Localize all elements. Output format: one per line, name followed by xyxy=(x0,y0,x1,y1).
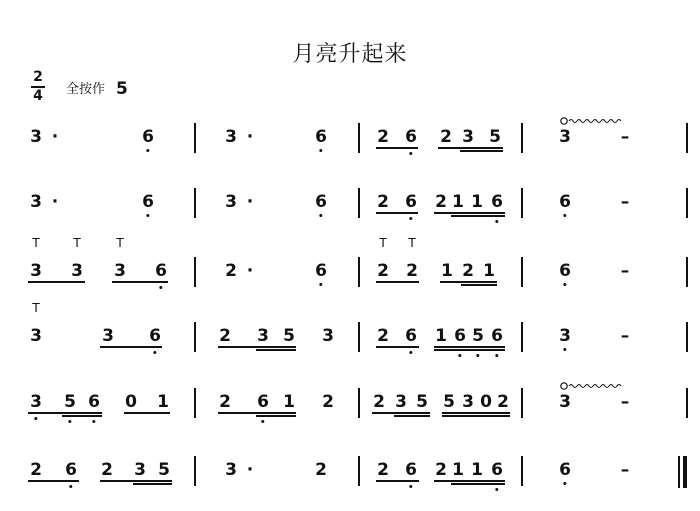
beam-underline xyxy=(442,415,510,417)
beam-underline xyxy=(434,346,505,348)
note: 2 xyxy=(435,460,447,480)
note: 3 xyxy=(559,392,571,412)
note: 5 xyxy=(283,326,295,346)
flute-key-note: 5 xyxy=(116,79,128,99)
low-octave-dot xyxy=(409,152,412,155)
barline xyxy=(358,188,360,218)
low-octave-dot xyxy=(92,420,95,423)
note: 3 xyxy=(30,326,42,346)
time-signature-bottom: 4 xyxy=(33,87,43,104)
low-octave-dot xyxy=(495,220,498,223)
barline xyxy=(194,456,196,486)
sustain-dash: – xyxy=(620,127,630,147)
low-octave-dot xyxy=(458,354,461,357)
note: 1 xyxy=(452,460,464,480)
note: 6 xyxy=(88,392,100,412)
barline-end xyxy=(686,123,688,153)
sustain-dash: – xyxy=(620,261,630,281)
beam-underline xyxy=(28,412,102,414)
barline xyxy=(521,188,523,218)
barline xyxy=(521,388,523,418)
sustain-dash: – xyxy=(620,192,630,212)
beam-underline xyxy=(218,412,296,414)
barline xyxy=(358,322,360,352)
note: 6 xyxy=(559,460,571,480)
note: 6 xyxy=(559,261,571,281)
note: 2 xyxy=(377,460,389,480)
barline xyxy=(194,257,196,287)
note: 3 xyxy=(559,326,571,346)
barline xyxy=(358,388,360,418)
augmentation-dot: · xyxy=(246,261,254,281)
note: 6 xyxy=(257,392,269,412)
beam-underline xyxy=(28,281,85,283)
note: 2 xyxy=(225,261,237,281)
note: 2 xyxy=(101,460,113,480)
low-octave-dot xyxy=(34,417,37,420)
tonguing-mark: T xyxy=(32,301,40,315)
barline xyxy=(358,123,360,153)
note: 6 xyxy=(315,261,327,281)
note: 5 xyxy=(489,127,501,147)
beam-underline xyxy=(256,349,296,351)
note: 6 xyxy=(454,326,466,346)
trill-mark xyxy=(560,378,626,388)
beam-underline xyxy=(28,480,79,482)
note: 3 xyxy=(30,261,42,281)
note: 2 xyxy=(440,127,452,147)
note: 3 xyxy=(559,127,571,147)
time-signature xyxy=(28,70,48,104)
flute-key-label: 全按作 xyxy=(66,82,106,97)
note: 1 xyxy=(452,192,464,212)
tonguing-mark: T xyxy=(73,236,81,250)
note: 6 xyxy=(315,127,327,147)
note: 5 xyxy=(472,326,484,346)
note: 3 xyxy=(322,326,334,346)
tonguing-mark: T xyxy=(379,236,387,250)
note: 3 xyxy=(30,192,42,212)
low-octave-dot xyxy=(159,286,162,289)
beam-underline xyxy=(442,412,510,414)
note: 5 xyxy=(158,460,170,480)
note: 3 xyxy=(30,127,42,147)
note: 3 xyxy=(71,261,83,281)
beam-underline xyxy=(100,346,162,348)
beam-underline xyxy=(133,483,172,485)
barline xyxy=(358,456,360,486)
note: 3 xyxy=(225,460,237,480)
barline-end xyxy=(686,322,688,352)
note: 0 xyxy=(125,392,137,412)
augmentation-dot: · xyxy=(246,192,254,212)
barline-end xyxy=(686,388,688,418)
note: 6 xyxy=(142,127,154,147)
note: 2 xyxy=(219,326,231,346)
augmentation-dot: · xyxy=(51,127,59,147)
note: 2 xyxy=(406,261,418,281)
note: 2 xyxy=(322,392,334,412)
note: 3 xyxy=(102,326,114,346)
beam-underline xyxy=(434,480,505,482)
beam-underline xyxy=(124,412,170,414)
low-octave-dot xyxy=(69,485,72,488)
beam-underline xyxy=(376,212,418,214)
final-barline-thin xyxy=(678,456,680,488)
barline xyxy=(358,257,360,287)
barline xyxy=(521,456,523,486)
note: 3 xyxy=(395,392,407,412)
barline-end xyxy=(686,257,688,287)
tonguing-mark: T xyxy=(32,236,40,250)
note: 2 xyxy=(462,261,474,281)
low-octave-dot xyxy=(563,482,566,485)
tonguing-mark: T xyxy=(408,236,416,250)
barline xyxy=(194,188,196,218)
note: 2 xyxy=(497,392,509,412)
note: 2 xyxy=(373,392,385,412)
note: 6 xyxy=(491,326,503,346)
barline xyxy=(194,388,196,418)
note: 6 xyxy=(315,192,327,212)
note: 1 xyxy=(483,261,495,281)
note: 3 xyxy=(134,460,146,480)
low-octave-dot xyxy=(153,351,156,354)
barline xyxy=(194,322,196,352)
note: 5 xyxy=(64,392,76,412)
augmentation-dot: · xyxy=(246,460,254,480)
note: 5 xyxy=(416,392,428,412)
beam-underline xyxy=(434,212,505,214)
note: 2 xyxy=(377,261,389,281)
sustain-dash: – xyxy=(620,460,630,480)
beam-underline xyxy=(376,346,419,348)
beam-underline xyxy=(100,480,172,482)
note: 6 xyxy=(149,326,161,346)
note: 2 xyxy=(377,192,389,212)
note: 2 xyxy=(315,460,327,480)
low-octave-dot xyxy=(476,354,479,357)
note: 2 xyxy=(435,192,447,212)
final-barline-thick xyxy=(683,456,687,488)
low-octave-dot xyxy=(409,485,412,488)
low-octave-dot xyxy=(319,149,322,152)
low-octave-dot xyxy=(409,351,412,354)
sustain-dash: – xyxy=(620,326,630,346)
note: 6 xyxy=(405,326,417,346)
note: 3 xyxy=(462,392,474,412)
note: 6 xyxy=(559,192,571,212)
low-octave-dot xyxy=(261,420,264,423)
low-octave-dot xyxy=(563,214,566,217)
low-octave-dot xyxy=(319,214,322,217)
low-octave-dot xyxy=(146,214,149,217)
tonguing-mark: T xyxy=(116,236,124,250)
beam-underline xyxy=(218,346,296,348)
note: 3 xyxy=(225,127,237,147)
note: 1 xyxy=(471,192,483,212)
note: 1 xyxy=(441,261,453,281)
note: 2 xyxy=(377,127,389,147)
note: 3 xyxy=(257,326,269,346)
augmentation-dot: · xyxy=(246,127,254,147)
note: 6 xyxy=(491,192,503,212)
note: 2 xyxy=(377,326,389,346)
beam-underline xyxy=(460,150,503,152)
barline xyxy=(521,322,523,352)
beam-underline xyxy=(434,349,505,351)
note: 3 xyxy=(30,392,42,412)
beam-underline xyxy=(376,147,418,149)
beam-underline xyxy=(461,284,497,286)
beam-underline xyxy=(372,412,430,414)
note: 6 xyxy=(491,460,503,480)
beam-underline xyxy=(376,480,419,482)
low-octave-dot xyxy=(68,420,71,423)
augmentation-dot: · xyxy=(51,192,59,212)
note: 1 xyxy=(435,326,447,346)
beam-underline xyxy=(440,281,497,283)
low-octave-dot xyxy=(409,217,412,220)
note: 3 xyxy=(114,261,126,281)
note: 6 xyxy=(405,127,417,147)
low-octave-dot xyxy=(495,354,498,357)
note: 1 xyxy=(283,392,295,412)
beam-underline xyxy=(451,483,505,485)
note: 1 xyxy=(157,392,169,412)
note: 2 xyxy=(219,392,231,412)
note: 6 xyxy=(65,460,77,480)
trill-mark xyxy=(560,113,626,123)
note: 2 xyxy=(30,460,42,480)
low-octave-dot xyxy=(319,283,322,286)
low-octave-dot xyxy=(495,488,498,491)
barline xyxy=(521,257,523,287)
barline xyxy=(194,123,196,153)
note: 6 xyxy=(155,261,167,281)
beam-underline xyxy=(394,415,430,417)
beam-underline xyxy=(256,415,296,417)
note: 6 xyxy=(142,192,154,212)
note: 1 xyxy=(471,460,483,480)
sustain-dash: – xyxy=(620,392,630,412)
beam-underline xyxy=(376,281,419,283)
beam-underline xyxy=(112,281,168,283)
low-octave-dot xyxy=(563,283,566,286)
low-octave-dot xyxy=(563,348,566,351)
note: 5 xyxy=(443,392,455,412)
barline-end xyxy=(686,188,688,218)
score-title: 月亮升起来 xyxy=(292,42,408,67)
barline xyxy=(521,123,523,153)
beam-underline xyxy=(438,147,503,149)
note: 6 xyxy=(405,460,417,480)
note: 0 xyxy=(480,392,492,412)
low-octave-dot xyxy=(146,149,149,152)
note: 3 xyxy=(225,192,237,212)
note: 6 xyxy=(405,192,417,212)
time-signature-top: 2 xyxy=(33,69,43,85)
beam-underline xyxy=(62,415,102,417)
note: 3 xyxy=(462,127,474,147)
beam-underline xyxy=(451,215,505,217)
